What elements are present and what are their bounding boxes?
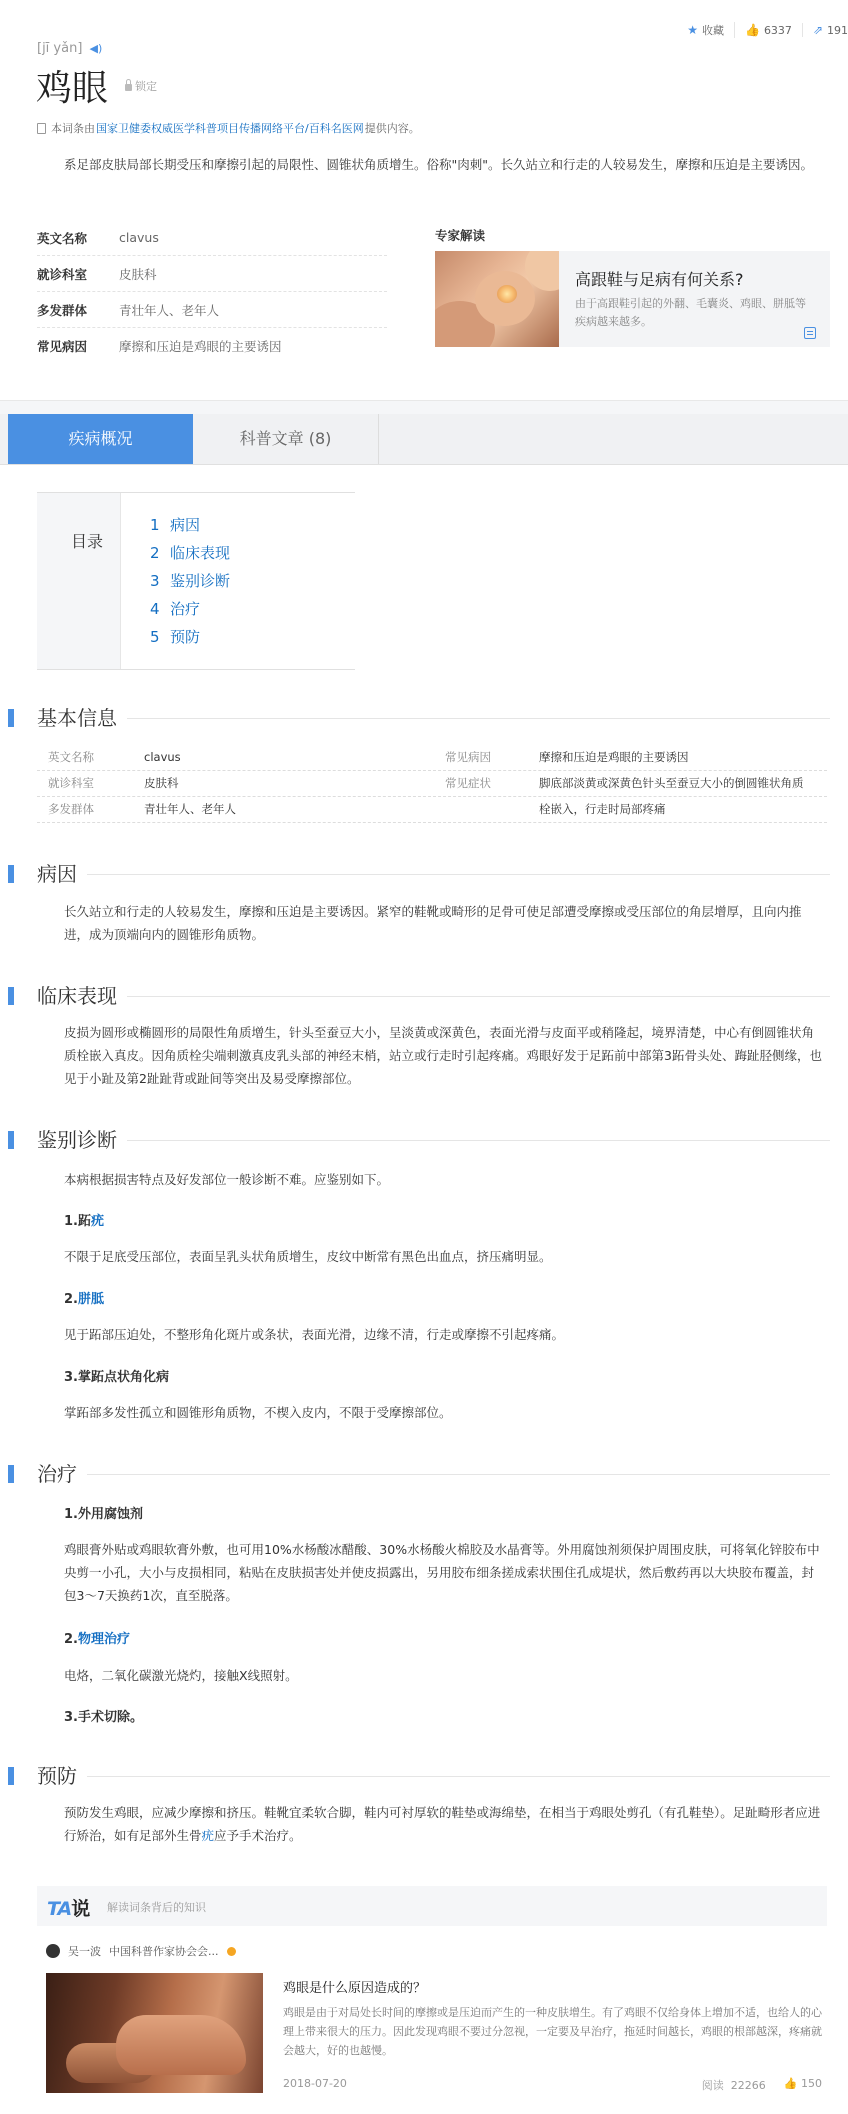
info-key: 多发群体 bbox=[37, 302, 88, 318]
avatar bbox=[46, 1944, 60, 1958]
source-link[interactable]: 国家卫健委权威医学科普项目传播网络平台/百科名医网 bbox=[96, 122, 364, 135]
table-row bbox=[37, 797, 827, 823]
subhead-text: 2. bbox=[64, 1292, 78, 1307]
lock-label: 锁定 bbox=[135, 80, 157, 93]
pinyin-text: [jī yǎn] bbox=[37, 41, 83, 56]
section-header-diagnosis bbox=[0, 1128, 830, 1152]
ta-subtitle: 解读词条背后的知识 bbox=[107, 1901, 206, 1914]
thumbs-up-icon: 👍 bbox=[783, 2077, 798, 2090]
expert-card[interactable] bbox=[435, 251, 830, 347]
expert-label: 专家解读 bbox=[435, 228, 486, 243]
toc-num: 1 bbox=[150, 516, 160, 534]
diagnosis-subhead bbox=[64, 1366, 169, 1385]
lock-icon bbox=[125, 84, 132, 91]
divider bbox=[0, 400, 848, 415]
table-of-contents bbox=[37, 492, 355, 670]
section-title: 治疗 bbox=[37, 1462, 87, 1486]
toc-list bbox=[150, 511, 230, 651]
collect-button[interactable] bbox=[677, 22, 735, 38]
article-thumbnail[interactable] bbox=[46, 1973, 263, 2093]
subhead-text: 3.手术切除。 bbox=[64, 1710, 143, 1725]
share-count: 191 bbox=[827, 23, 848, 37]
article-icon[interactable] bbox=[804, 327, 816, 339]
subhead-link[interactable]: 疣 bbox=[90, 1214, 104, 1229]
toc-item[interactable] bbox=[150, 567, 230, 595]
info-value: 青壮年人、老年人 bbox=[119, 302, 220, 318]
section-rule bbox=[37, 1140, 830, 1141]
info-box bbox=[37, 220, 387, 363]
prevention-text bbox=[64, 1801, 826, 1847]
table-key: 多发群体 bbox=[48, 802, 94, 816]
article-title[interactable]: 鸡眼是什么原因造成的？ bbox=[283, 1981, 427, 1996]
toc-item[interactable] bbox=[150, 623, 230, 651]
expert-title[interactable]: 高跟鞋与足病有何关系? bbox=[575, 270, 744, 289]
diagnosis-text: 掌跖部多发性孤立和圆锥形角质物，不楔入皮内，不限于受摩擦部位。 bbox=[64, 1405, 452, 1420]
subhead-text: 1.外用腐蚀剂 bbox=[64, 1507, 143, 1522]
speaker-icon[interactable]: ◀) bbox=[89, 42, 103, 55]
entry-actions bbox=[677, 22, 848, 38]
section-title: 基本信息 bbox=[37, 706, 127, 730]
source-prefix: 本词条由 bbox=[51, 122, 95, 135]
subhead-link[interactable]: 胼胝 bbox=[77, 1292, 104, 1307]
share-button[interactable] bbox=[803, 23, 848, 37]
star-icon: ★ bbox=[687, 23, 698, 37]
section-marker bbox=[8, 1465, 14, 1483]
toc-label: 目录 bbox=[71, 532, 104, 551]
expert-image bbox=[435, 251, 559, 347]
info-row bbox=[37, 328, 387, 363]
toc-num: 3 bbox=[150, 572, 160, 590]
diagnosis-text: 见于跖部压迫处，不整形角化斑片或条状，表面光滑，边缘不清，行走或摩擦不引起疼痛。 bbox=[64, 1327, 565, 1342]
table-row bbox=[37, 745, 827, 771]
table-value: 摩擦和压迫是鸡眼的主要诱因 bbox=[539, 750, 689, 764]
expert-desc: 由于高跟鞋引起的外翻、毛囊炎、鸡眼、胼胝等疾病越来越多。 bbox=[575, 297, 806, 328]
diagnosis-text: 不限于足底受压部位，表面呈乳头状角质增生，皮纹中断常有黑色出血点，挤压痛明显。 bbox=[64, 1249, 552, 1264]
section-header-treatment bbox=[0, 1462, 830, 1486]
clinical-text: 皮损为圆形或椭圆形的局限性角质增生，针头至蚕豆大小，呈淡黄或深黄色，表面光滑与皮面平或稍隆起，境界清楚，中心有倒圆锥状角质栓嵌入真皮。因角质栓尖端刺激真皮乳头部的神经末梢，站立或行走时引起疼痛。鸡眼好发于足跖前中部第3跖骨头处、踇趾胫侧缘，也见于小趾及第2趾趾背或趾间等突出及易受摩擦部位。 bbox=[64, 1025, 822, 1086]
section-rule bbox=[37, 1474, 830, 1475]
source-note bbox=[37, 120, 420, 136]
treatment-text: 鸡眼膏外贴或鸡眼软膏外敷，也可用10%水杨酸冰醋酸、30%水杨酸火棉胶及水晶膏等。外用腐蚀剂须保护周围皮肤，可将氧化锌胶布中央剪一小孔，大小与皮损相同，粘贴在皮肤损害处并使皮损露出，另用胶布细条搓成索状围住孔成堤状，然后敷药再以大块胶布覆盖，封包3～7天换药1次，直至脱落。 bbox=[64, 1542, 820, 1603]
section-header-cause bbox=[0, 862, 830, 886]
author-name: 吴一波 bbox=[68, 1945, 101, 1958]
treatment-text: 电烙，二氧化碳激光烧灼，接触X线照射。 bbox=[64, 1668, 298, 1683]
read-count: 22266 bbox=[730, 2079, 766, 2092]
diagnosis-intro: 本病根据损害特点及好发部位一般诊断不难。应鉴别如下。 bbox=[64, 1172, 390, 1187]
read-label: 阅读 bbox=[701, 2079, 724, 2092]
tab-overview[interactable]: 疾病概况 bbox=[8, 414, 193, 464]
toc-item-label: 临床表现 bbox=[170, 544, 231, 562]
table-value: 青壮年人、老年人 bbox=[144, 802, 236, 816]
pinyin bbox=[37, 41, 102, 56]
like-count: 150 bbox=[801, 2077, 822, 2090]
collect-label: 收藏 bbox=[701, 24, 724, 37]
subhead-text: 1.跖 bbox=[64, 1214, 91, 1229]
section-title: 鉴别诊断 bbox=[37, 1128, 127, 1152]
section-rule bbox=[37, 874, 830, 875]
table-key: 常见病因 bbox=[445, 750, 491, 764]
ta-header bbox=[37, 1886, 827, 1926]
table-value: clavus bbox=[144, 750, 181, 764]
prevention-text-2: 应予手术治疗。 bbox=[214, 1828, 302, 1843]
table-key: 就诊科室 bbox=[48, 776, 94, 790]
section-title: 临床表现 bbox=[37, 984, 127, 1008]
table-value: 皮肤科 bbox=[144, 776, 179, 790]
toc-num: 4 bbox=[150, 600, 160, 618]
subhead-text: 2. bbox=[64, 1632, 78, 1647]
table-row bbox=[37, 771, 827, 797]
treatment-subhead bbox=[64, 1706, 143, 1725]
info-value: 皮肤科 bbox=[119, 266, 157, 282]
info-row bbox=[37, 292, 387, 328]
info-key: 常见病因 bbox=[37, 338, 88, 354]
article-stats bbox=[702, 2077, 822, 2093]
info-key: 英文名称 bbox=[37, 230, 88, 246]
table-key: 英文名称 bbox=[48, 750, 94, 764]
read-stat bbox=[702, 2077, 766, 2093]
thumbs-up-icon: 👍 bbox=[744, 23, 760, 37]
like-stat[interactable] bbox=[784, 2077, 822, 2093]
ta-logo-text: TA bbox=[47, 1898, 72, 1920]
table-key: 常见症状 bbox=[445, 776, 491, 790]
prevention-link[interactable]: 疣 bbox=[201, 1828, 215, 1843]
section-title: 病因 bbox=[37, 862, 87, 886]
toc-item[interactable] bbox=[150, 595, 230, 623]
table-value: 栓嵌入，行走时局部疼痛 bbox=[539, 802, 666, 816]
section-header-prevention bbox=[0, 1764, 830, 1788]
section-rule bbox=[37, 1776, 830, 1777]
tab-articles[interactable]: 科普文章 (8) bbox=[193, 414, 379, 464]
info-value: 摩擦和压迫是鸡眼的主要诱因 bbox=[119, 338, 282, 354]
toc-item-label: 治疗 bbox=[170, 600, 201, 618]
subhead-link[interactable]: 物理治疗 bbox=[77, 1632, 130, 1647]
section-marker bbox=[8, 865, 14, 883]
section-marker bbox=[8, 987, 14, 1005]
entry-summary: 系足部皮肤局部长期受压和摩擦引起的局限性、圆锥状角质增生。俗称"肉刺"。长久站立和行走的人较易发生，摩擦和压迫是主要诱因。 bbox=[64, 157, 814, 172]
section-title: 预防 bbox=[37, 1764, 87, 1788]
tab-bar bbox=[0, 414, 848, 465]
author-org: 中国科普作家协会会... bbox=[109, 1945, 219, 1958]
toc-item-label: 鉴别诊断 bbox=[170, 572, 231, 590]
treatment-subhead bbox=[64, 1628, 130, 1647]
section-rule bbox=[37, 996, 830, 997]
author-row[interactable] bbox=[46, 1943, 236, 1959]
foot-shape bbox=[116, 2015, 246, 2075]
like-count: 6337 bbox=[763, 23, 792, 37]
like-button[interactable] bbox=[735, 23, 803, 37]
ta-logo-shuo: 说 bbox=[71, 1898, 90, 1920]
diagnosis-subhead bbox=[64, 1210, 104, 1229]
ta-logo bbox=[47, 1894, 89, 1921]
verified-badge-icon bbox=[227, 1947, 236, 1956]
document-icon bbox=[37, 123, 46, 134]
info-row bbox=[37, 256, 387, 292]
treatment-subhead bbox=[64, 1503, 143, 1522]
corn-spot bbox=[497, 285, 517, 303]
page-title: 鸡眼 bbox=[36, 68, 109, 109]
prevention-text-1: 预防发生鸡眼，应减少摩擦和挤压。鞋靴宜柔软合脚，鞋内可衬厚软的鞋垫或海绵垫，在相当于鸡眼处剪孔（有孔鞋垫）。足趾畸形者应进行矫治，如有足部外生骨 bbox=[64, 1805, 821, 1843]
lock-status bbox=[125, 78, 157, 94]
article-date: 2018-07-20 bbox=[283, 2077, 347, 2090]
toc-label-box bbox=[37, 493, 121, 669]
source-suffix: 提供内容。 bbox=[364, 122, 420, 135]
toc-item[interactable] bbox=[150, 511, 230, 539]
section-marker bbox=[8, 709, 14, 727]
info-row bbox=[37, 220, 387, 256]
section-header-basic bbox=[0, 706, 830, 730]
section-marker bbox=[8, 1131, 14, 1149]
share-icon: ⇗ bbox=[812, 23, 823, 37]
section-header-clinical bbox=[0, 984, 830, 1008]
toc-num: 5 bbox=[150, 628, 160, 646]
toc-num: 2 bbox=[150, 544, 160, 562]
info-key: 就诊科室 bbox=[37, 266, 88, 282]
cause-text: 长久站立和行走的人较易发生，摩擦和压迫是主要诱因。紧窄的鞋靴或畸形的足骨可使足部遭受摩擦或受压部位的角层增厚，且向内推进，成为顶端向内的圆锥形角质物。 bbox=[64, 904, 802, 942]
section-marker bbox=[8, 1767, 14, 1785]
subhead-text: 3.掌跖点状角化病 bbox=[64, 1370, 169, 1385]
toc-item-label: 病因 bbox=[170, 516, 201, 534]
table-value: 脚底部淡黄或深黄色针头至蚕豆大小的倒圆锥状角质 bbox=[539, 776, 804, 790]
basic-info-table bbox=[37, 745, 827, 823]
article-desc: 鸡眼是由于对局处长时间的摩擦或是压迫而产生的一种皮肤增生。有了鸡眼不仅给身体上增加不适，也给人的心理上带来很大的压力。因此发现鸡眼不要过分忽视，一定要及早治疗，拖延时间越长，鸡眼的根部越深，疼痛就会越大，好的也越慢。 bbox=[283, 2006, 822, 2057]
toc-item[interactable] bbox=[150, 539, 230, 567]
toc-item-label: 预防 bbox=[170, 628, 201, 646]
diagnosis-subhead bbox=[64, 1288, 104, 1307]
section-rule bbox=[37, 718, 830, 719]
info-value: clavus bbox=[119, 230, 159, 245]
